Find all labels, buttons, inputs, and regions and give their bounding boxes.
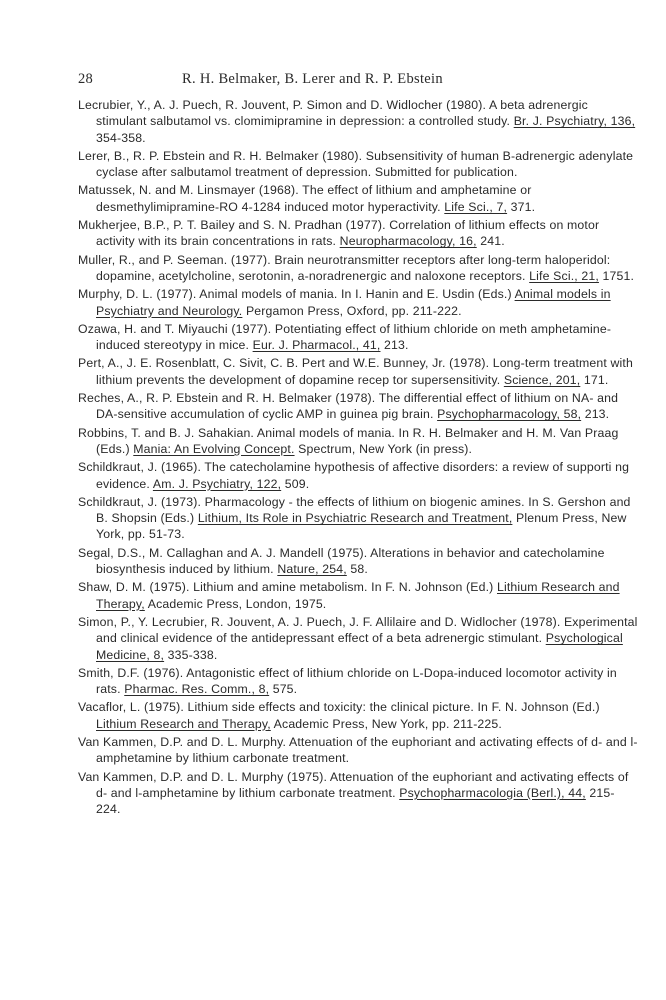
reference-text: Van Kammen, D.P. and D. L. Murphy. Attenuation of the euphoriant and activating effects of d- and l-amphetamine by lithium carbonate treatment. bbox=[78, 734, 638, 766]
reference-entry bbox=[78, 769, 638, 818]
reference-source: Lithium Research and Therapy, bbox=[96, 716, 271, 731]
reference-text: Segal, D.S., M. Callaghan and A. J. Mandell (1975). Alterations in behavior and catecholamine biosynthesis induced by lithium. bbox=[78, 545, 605, 577]
reference-entry bbox=[78, 579, 638, 612]
reference-text: 215-224. bbox=[96, 785, 615, 817]
reference-text: Schildkraut, J. (1965). The catecholamine hypothesis of affective disorders: a review of supporti ng evidence. bbox=[78, 460, 630, 491]
reference-text: Simon, P., Y. Lecrubier, R. Jouvent, A. J. Puech, J. F. Allilaire and D. Widlocher (1978). Experimental and clinical evidence of the antidepressant effect of a beta adrenergic stimulant. bbox=[78, 614, 638, 646]
reference-source: Lithium, Its Role in Psychiatric Research and Treatment, bbox=[197, 511, 513, 526]
reference-list bbox=[78, 97, 638, 819]
reference-entry bbox=[78, 286, 638, 319]
reference-entry bbox=[78, 665, 638, 698]
reference-source: Psychopharmacology, 58, bbox=[437, 407, 582, 422]
reference-text: Reches, A., R. P. Ebstein and R. H. Belmaker (1978). The differential effect of lithium on NA- and DA-sensitive accumulation of cyclic AMP in guinea pig brain. bbox=[78, 391, 619, 422]
reference-text: 241. bbox=[476, 234, 505, 249]
reference-entry bbox=[78, 97, 638, 146]
reference-entry bbox=[78, 148, 638, 181]
reference-text: Ozawa, H. and T. Miyauchi (1977). Potentiating effect of lithium chloride on meth amphetamine-induced stereotypy in mice. bbox=[78, 321, 612, 353]
reference-text: Lecrubier, Y., A. J. Puech, R. Jouvent, P. Simon and D. Widlocher (1980). A beta adrenergic stimulant salbutamol vs. clomimipramine in depression: a controlled study. bbox=[78, 98, 588, 129]
reference-text: 171. bbox=[580, 372, 609, 387]
reference-text: 575. bbox=[269, 682, 298, 697]
reference-source: Am. J. Psychiatry, 122, bbox=[152, 476, 282, 491]
reference-entry bbox=[78, 734, 638, 767]
reference-text: Vacaflor, L. (1975). Lithium side effects and toxicity: the clinical picture. In F. N. Johnson (Ed.) bbox=[78, 700, 600, 715]
reference-entry bbox=[78, 217, 638, 250]
reference-text: Smith, D.F. (1976). Antagonistic effect of lithium chloride on L-Dopa-induced locomotor activity in rats. bbox=[78, 665, 617, 697]
reference-text: Muller, R., and P. Seeman. (1977). Brain neurotransmitter receptors after long-term haloperidol: dopamine, acetylcholine, serotonin, a-noradrenergic and naloxone receptors. bbox=[78, 252, 611, 283]
reference-text: 509. bbox=[281, 476, 310, 491]
reference-entry bbox=[78, 614, 638, 663]
reference-text: 58. bbox=[346, 562, 368, 577]
reference-source: Mania: An Evolving Concept. bbox=[133, 441, 295, 456]
reference-text: 1751. bbox=[598, 268, 635, 283]
reference-entry bbox=[78, 321, 638, 354]
reference-source: Neuropharmacology, 16, bbox=[339, 234, 477, 249]
reference-source: Nature, 254, bbox=[277, 562, 347, 577]
reference-text: Van Kammen, D.P. and D. L. Murphy (1975). Attenuation of the euphoriant and activating effects of d- and l-amphetamine by lithium carbonate treatment. bbox=[78, 769, 629, 800]
reference-source: Life Sci., 21, bbox=[529, 268, 599, 283]
reference-entry bbox=[78, 425, 638, 458]
reference-source: Life Sci., 7, bbox=[444, 199, 508, 214]
reference-text: Plenum Press, New York, pp. 51-73. bbox=[96, 511, 627, 542]
reference-text: Pergamon Press, Oxford, pp. 211-222. bbox=[242, 303, 462, 318]
reference-text: Shaw, D. M. (1975). Lithium and amine metabolism. In F. N. Johnson (Ed.) bbox=[78, 580, 497, 595]
reference-entry bbox=[78, 545, 638, 578]
reference-text: Pert, A., J. E. Rosenblatt, C. Sivit, C. B. Pert and W.E. Bunney, Jr. (1978). Long-term treatment with lithium prevents the development of dopamine recep tor supersensitivity. bbox=[78, 356, 633, 387]
reference-source: Science, 201, bbox=[503, 372, 581, 387]
reference-entry bbox=[78, 252, 638, 285]
reference-source: Lithium Research and Therapy, bbox=[96, 580, 620, 611]
reference-text: Academic Press, London, 1975. bbox=[144, 596, 327, 611]
reference-text: Robbins, T. and B. J. Sahakian. Animal models of mania. In R. H. Belmaker and H. M. Van Praag (Eds.) bbox=[78, 425, 619, 456]
reference-entry bbox=[78, 390, 638, 423]
reference-text: Academic Press, New York, pp. 211-225. bbox=[270, 716, 502, 731]
reference-text: Mukherjee, B.P., P. T. Bailey and S. N. Pradhan (1977). Correlation of lithium effects on motor activity with its brain concentrations in rats. bbox=[78, 218, 600, 249]
reference-text: Matussek, N. and M. Linsmayer (1968). The effect of lithium and amphetamine or desmethylimipramine-RO 4-1284 induced motor hyperactivity. bbox=[78, 183, 532, 214]
reference-text: 213. bbox=[581, 407, 610, 422]
reference-entry bbox=[78, 459, 638, 492]
reference-text: Schildkraut, J. (1973). Pharmacology - the effects of lithium on biogenic amines. In S. Gershon and B. Shopsin (Eds.) bbox=[78, 494, 631, 526]
reference-source: Pharmac. Res. Comm., 8, bbox=[124, 682, 270, 697]
reference-entry bbox=[78, 494, 638, 543]
reference-entry bbox=[78, 355, 638, 388]
reference-text: 335-338. bbox=[164, 647, 218, 662]
page-header bbox=[78, 71, 618, 91]
reference-text: 213. bbox=[380, 338, 409, 353]
reference-entry bbox=[78, 699, 638, 732]
reference-source: Psychological Medicine, 8, bbox=[96, 631, 623, 662]
running-head: R. H. Belmaker, B. Lerer and R. P. Ebstein bbox=[182, 71, 443, 87]
reference-source: Psychopharmacologia (Berl.), 44, bbox=[399, 785, 586, 800]
reference-text: Lerer, B., R. P. Ebstein and R. H. Belmaker (1980). Subsensitivity of human B-adrenergic adenylate cyclase after salbutamol treatment of depression. Submitted for publication. bbox=[78, 148, 634, 180]
page-number: 28 bbox=[78, 71, 94, 87]
reference-entry bbox=[78, 182, 638, 215]
reference-text: Murphy, D. L. (1977). Animal models of mania. In I. Hanin and E. Usdin (Eds.) bbox=[78, 287, 515, 302]
reference-text: 371. bbox=[507, 199, 536, 214]
reference-source: Animal models in Psychiatry and Neurology. bbox=[96, 287, 611, 318]
reference-text: 354-358. bbox=[96, 130, 146, 145]
reference-source: Eur. J. Pharmacol., 41, bbox=[252, 338, 381, 353]
reference-source: Br. J. Psychiatry, 136, bbox=[513, 114, 636, 129]
reference-text: Spectrum, New York (in press). bbox=[294, 441, 473, 456]
